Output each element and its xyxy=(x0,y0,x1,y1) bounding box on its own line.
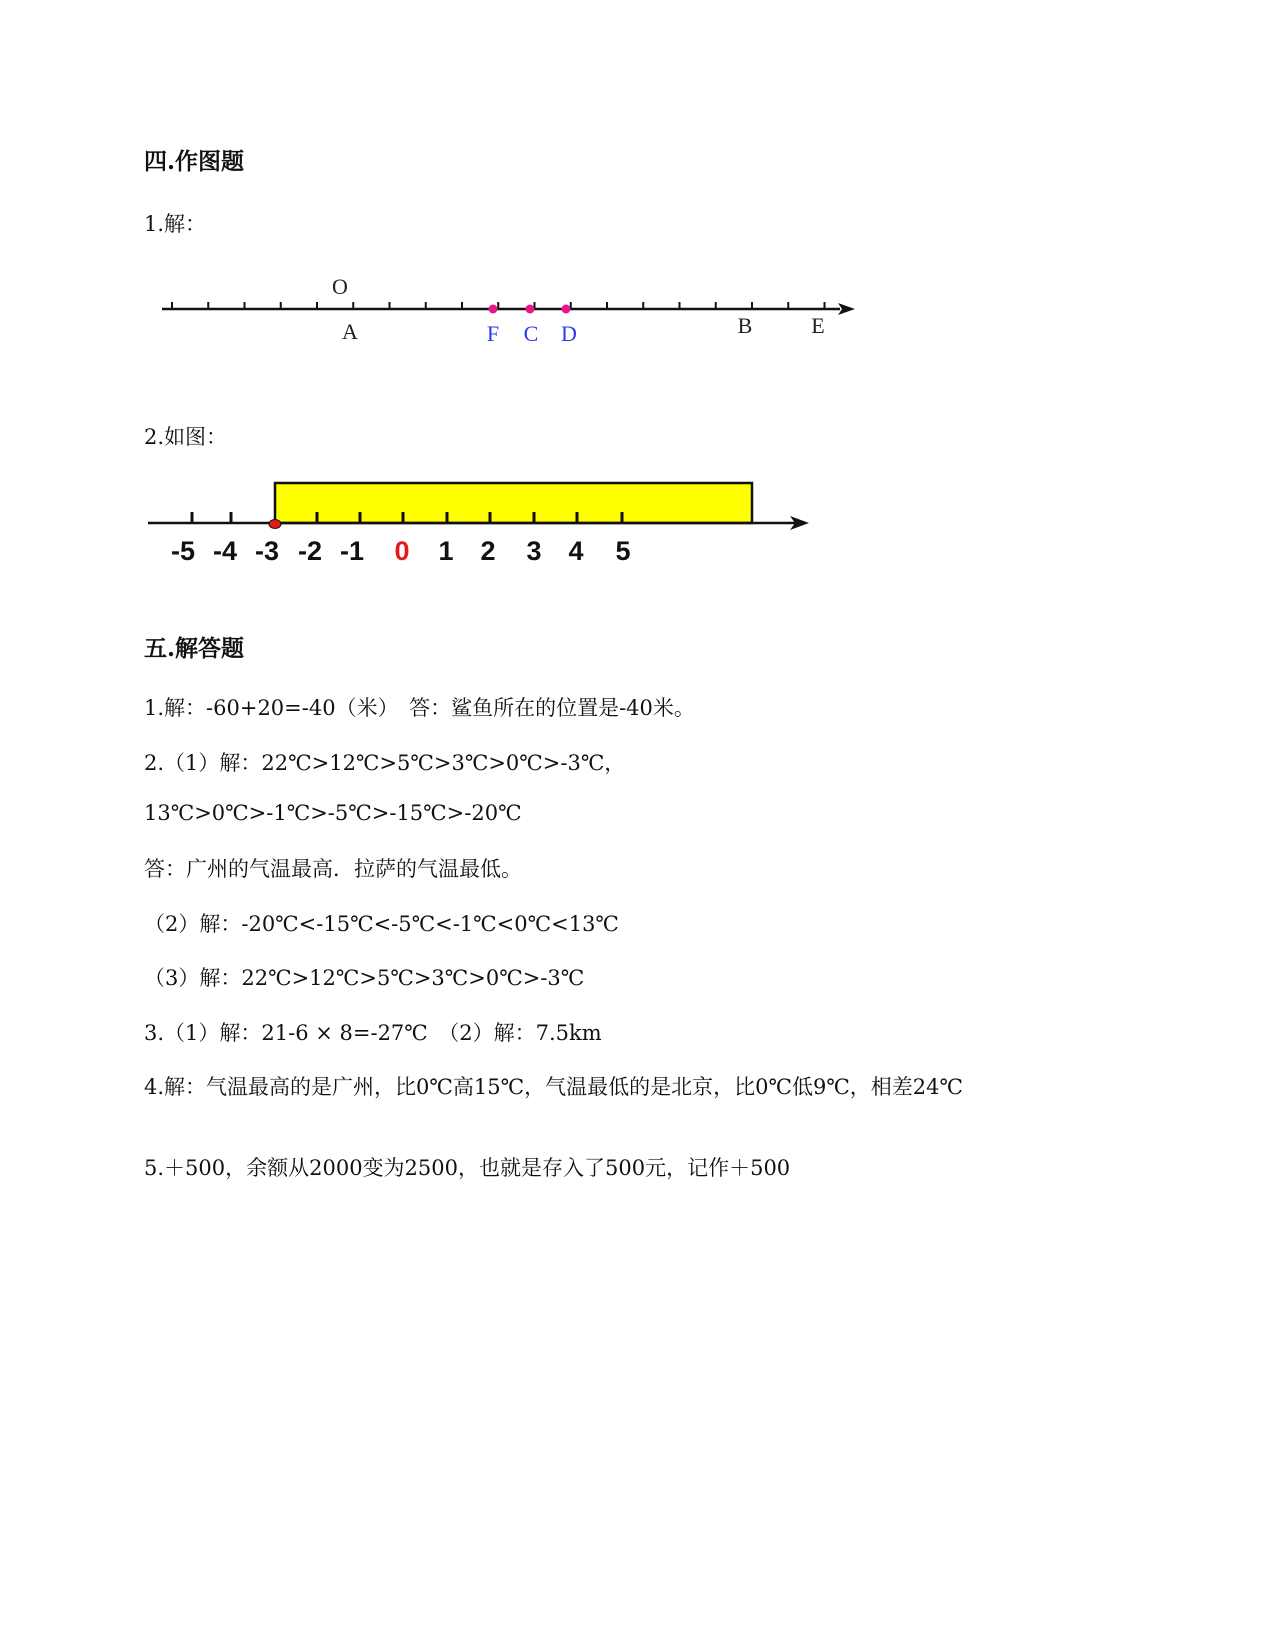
label-F: F xyxy=(486,321,500,346)
q1-label: 1.解： xyxy=(144,212,207,236)
q2-label: 2.如图： xyxy=(144,425,228,449)
answer-line-5: （2）解：-20℃<-15℃<-5℃<-1℃<0℃<13℃ xyxy=(144,912,619,936)
number-line-figure-1 xyxy=(150,265,870,355)
tick-label: 0 xyxy=(394,536,410,566)
label-O: O xyxy=(332,274,348,299)
answer-line-4: 答：广州的气温最高．拉萨的气温最低。 xyxy=(144,857,522,881)
label-B: B xyxy=(737,313,753,338)
tick-label: 3 xyxy=(526,536,542,566)
tick-label: -5 xyxy=(170,536,196,566)
answer-line-9: 5.＋500，余额从2000变为2500，也就是存入了500元，记作＋500 xyxy=(144,1156,791,1180)
tick-label: 4 xyxy=(568,536,584,566)
label-A: A xyxy=(342,319,358,344)
tick-label: -2 xyxy=(297,536,323,566)
tick-label: -4 xyxy=(212,536,238,566)
point-marker xyxy=(526,305,535,314)
label-E: E xyxy=(811,313,825,338)
section4-title: 四.作图题 xyxy=(144,148,245,175)
tick-labels xyxy=(171,536,631,566)
point-marker xyxy=(562,305,571,314)
point-marker xyxy=(489,305,498,314)
answer-line-8: 4.解：气温最高的是广州，比0℃高15℃，气温最低的是北京，比0℃低9℃，相差24℃ xyxy=(144,1075,964,1099)
tick-label: 5 xyxy=(615,536,631,566)
highlighted-region xyxy=(275,483,752,523)
tick-label: -3 xyxy=(254,536,280,566)
answer-line-2: 2.（1）解：22℃>12℃>5℃>3℃>0℃>-3℃， xyxy=(144,751,626,775)
answer-line-6: （3）解：22℃>12℃>5℃>3℃>0℃>-3℃ xyxy=(144,966,585,990)
start-point-marker xyxy=(269,520,281,529)
answer-line-3: 13℃>0℃>-1℃>-5℃>-15℃>-20℃ xyxy=(144,801,522,825)
tick-label: -1 xyxy=(339,536,365,566)
label-C: C xyxy=(523,321,539,346)
tick-label: 1 xyxy=(438,536,454,566)
label-D: D xyxy=(561,321,577,346)
section5-title: 五.解答题 xyxy=(144,635,245,662)
answer-line-7: 3.（1）解：21-6 × 8=-27℃ （2）解：7.5km xyxy=(144,1021,602,1045)
answer-line-1: 1.解：-60+20=-40（米） 答：鲨鱼所在的位置是-40米。 xyxy=(144,696,695,720)
tick-label: 2 xyxy=(480,536,496,566)
axis-arrow-icon xyxy=(838,303,855,315)
number-line-figure-2 xyxy=(145,475,820,575)
